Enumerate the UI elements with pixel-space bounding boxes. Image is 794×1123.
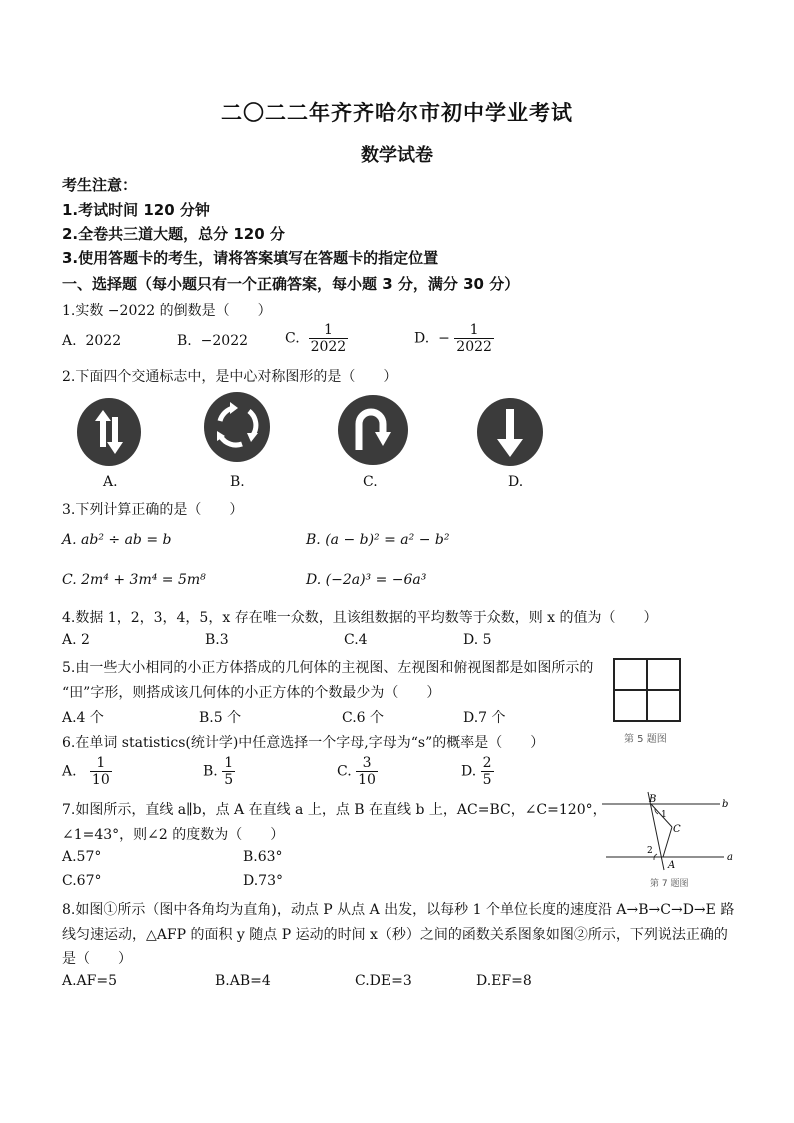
- q7-line-1: 7.如图所示，直线 a∥b，点 A 在直线 a 上，点 B 在直线 b 上，AC=BC，∠C=120°，: [62, 802, 607, 818]
- section1-heading: 一、选择题（每小题只有一个正确答案，每小题 3 分，满分 30 分）: [62, 275, 520, 293]
- q1-c-label: C.: [285, 330, 300, 347]
- q6-option-a: [62, 755, 112, 788]
- q6-stem: 6.在单词 statistics(统计学)中任意选择一个字母,字母为“s”的概率是（ ）: [62, 735, 545, 751]
- q7-option-c: C.67°: [62, 873, 102, 889]
- q1-a-value: 2022: [85, 333, 122, 349]
- q7-figure-caption: 第 7 题图: [650, 879, 689, 889]
- q5-grid-figure: [612, 657, 682, 723]
- q4-option-a: A. 2: [62, 632, 90, 648]
- down-arrow-icon: [476, 397, 544, 467]
- q8-option-d: D.EF=8: [476, 973, 532, 989]
- q7-fig-label-1: 1: [661, 810, 667, 820]
- q6-b-denominator: 5: [224, 772, 234, 789]
- notice-item-1: 1.考试时间 120 分钟: [62, 201, 210, 219]
- q1-c-numerator: 1: [309, 322, 349, 339]
- q3-stem: 3.下列计算正确的是（ ）: [62, 502, 244, 518]
- q5-option-c: C.6 个: [342, 710, 385, 726]
- q7-fig-label-b: b: [722, 799, 729, 810]
- q5-figure-caption: 第 5 题图: [624, 734, 667, 745]
- q1-d-label: D.: [414, 330, 430, 347]
- q1-stem: 1.实数 −2022 的倒数是（ ）: [62, 303, 272, 319]
- q7-fig-label-A: A: [668, 860, 676, 871]
- q6-option-b: [203, 755, 235, 788]
- q6-a-fraction: [90, 755, 112, 788]
- q8-option-a: A.AF=5: [62, 973, 118, 989]
- q1-option-d: [414, 322, 494, 355]
- q8-option-c: C.DE=3: [355, 973, 412, 989]
- notice-item-2: 2.全卷共三道大题，总分 120 分: [62, 225, 285, 243]
- q7-fig-label-C: C: [673, 824, 681, 835]
- q5-line-2: “田”字形，则搭成该几何体的小正方体的个数最少为（ ）: [62, 685, 441, 701]
- q4-option-b: B.3: [205, 632, 229, 648]
- q1-b-value: −2022: [200, 333, 249, 349]
- q7-option-d: D.73°: [243, 873, 283, 889]
- q7-option-b: B.63°: [243, 849, 283, 865]
- q6-c-fraction: [356, 755, 378, 788]
- q3-option-d: D. (−2a)³ = −6a³: [306, 572, 427, 588]
- q8-line-3: 是（ ）: [62, 951, 132, 967]
- q2-option-c-label: C.: [363, 474, 378, 490]
- q7-parallel-lines-figure: [598, 790, 740, 872]
- q6-d-label: D.: [461, 763, 477, 780]
- q4-option-c: C.4: [344, 632, 368, 648]
- q6-b-fraction: [222, 755, 235, 788]
- q6-c-denominator: 10: [358, 772, 376, 789]
- q5-option-b: B.5 个: [199, 710, 242, 726]
- q1-option-c: [285, 322, 348, 355]
- q6-d-fraction: [481, 755, 494, 788]
- q5-option-a: A.4 个: [62, 710, 104, 726]
- q5-option-d: D.7 个: [463, 710, 506, 726]
- q7-option-a: A.57°: [62, 849, 102, 865]
- q2-option-d-label: D.: [508, 474, 524, 490]
- notice-heading: 考生注意：: [62, 176, 138, 194]
- q1-d-denominator: 2022: [456, 339, 492, 356]
- q1-d-sign: −: [438, 330, 450, 347]
- q6-b-label: B.: [203, 763, 218, 780]
- q6-option-c: [337, 755, 378, 788]
- q6-option-d: [461, 755, 494, 788]
- q1-d-fraction: [454, 322, 494, 355]
- q8-line-1: 8.如图①所示（图中各角均为直角)，动点 P 从点 A 出发，以每秒 1 个单位长度的速度沿 A→B→C→D→E 路: [62, 902, 735, 918]
- q8-line-2: 线匀速运动，△AFP 的面积 y 随点 P 运动的时间 x（秒）之间的函数关系图象如图②所示，下列说法正确的: [62, 927, 728, 943]
- q7-fig-label-B: B: [649, 794, 657, 805]
- notice-item-3: 3.使用答题卡的考生，请将答案填写在答题卡的指定位置: [62, 249, 439, 267]
- q2-option-b-label: B.: [230, 474, 245, 490]
- q6-a-numerator: 1: [90, 755, 112, 772]
- q1-option-b: [177, 333, 248, 349]
- q1-c-denominator: 2022: [310, 339, 347, 356]
- q2-stem: 2.下面四个交通标志中，是中心对称图形的是（ ）: [62, 369, 398, 385]
- q3-option-c: C. 2m⁴ + 3m⁴ = 5m⁸: [62, 572, 206, 588]
- q1-option-a: [62, 333, 121, 349]
- q6-c-numerator: 3: [356, 755, 378, 772]
- q8-option-b: B.AB=4: [215, 973, 271, 989]
- q2-option-a-label: A.: [103, 474, 118, 490]
- q7-fig-label-a: a: [727, 852, 733, 863]
- q3-option-a: A. ab² ÷ ab = b: [62, 532, 172, 548]
- q7-fig-label-2: 2: [647, 846, 653, 856]
- q6-b-numerator: 1: [224, 755, 234, 771]
- q1-a-label: A.: [62, 333, 77, 349]
- exam-title: 二〇二二年齐齐哈尔市初中学业考试: [221, 101, 573, 125]
- q4-option-d: D. 5: [463, 632, 492, 648]
- q6-d-denominator: 5: [482, 772, 492, 789]
- q3-option-b: B. (a − b)² = a² − b²: [306, 532, 450, 548]
- q1-c-fraction: [309, 322, 349, 355]
- q7-line-2: ∠1=43°，则∠2 的度数为（ ）: [62, 827, 285, 843]
- q6-a-label: A.: [62, 763, 77, 780]
- q5-line-1: 5.由一些大小相同的小正方体搭成的几何体的主视图、左视图和俯视图都是如图所示的: [62, 660, 594, 676]
- two-way-arrows-icon: [76, 397, 142, 467]
- q6-d-numerator: 2: [482, 755, 492, 771]
- q6-a-denominator: 10: [91, 772, 110, 789]
- q1-d-numerator: 1: [454, 322, 494, 339]
- q1-b-label: B.: [177, 333, 192, 349]
- q6-c-label: C.: [337, 763, 352, 780]
- exam-subtitle: 数学试卷: [361, 145, 433, 166]
- q4-stem: 4.数据 1，2，3，4，5，x 存在唯一众数，且该组数据的平均数等于众数，则 x 的值为（ ）: [62, 610, 658, 626]
- roundabout-icon: [203, 391, 271, 463]
- u-turn-icon: [337, 394, 409, 466]
